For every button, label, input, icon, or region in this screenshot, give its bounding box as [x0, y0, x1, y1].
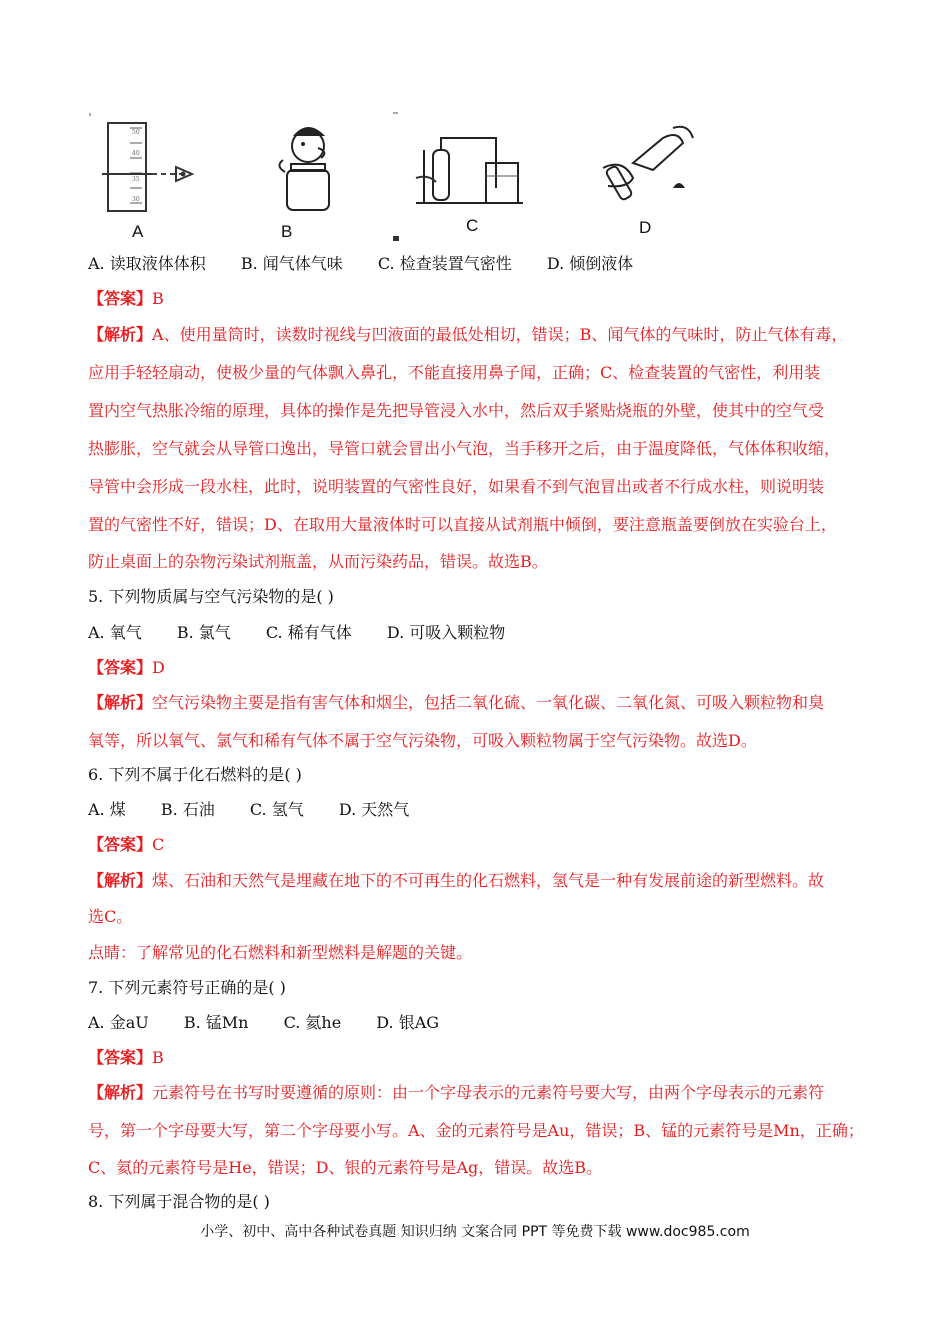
q4-explanation-line: 导管中会形成一段水柱，此时，说明装置的气密性良好，如果看不到气泡冒出或者不行成水柱，则说明装 [88, 477, 825, 496]
q5-answer: 【答案】D [88, 658, 165, 677]
q8-stem: 8. 下列属于混合物的是( ) [88, 1192, 270, 1211]
figure-b [263, 108, 373, 246]
q4-explanation-line: 【解析】A、使用量筒时，读数时视线与凹液面的最低处相切，错误；B、闻气体的气味时，防止气体有毒， [88, 325, 848, 344]
q6-option-d: D. 天然气 [338, 800, 410, 819]
airtightness-check-icon [388, 108, 538, 246]
q4-option-a: A. 读取液体体积 [88, 254, 206, 273]
q7-stem: 7. 下列元素符号正确的是( ) [88, 978, 286, 997]
figure-d [593, 108, 723, 246]
q6-explanation-line: 【解析】煤、石油和天然气是埋藏在地下的不可再生的化石燃料，氢气是一种有发展前途的新型燃料。故 [88, 871, 825, 890]
figure-a-label: A [132, 222, 144, 241]
q7-option-a: A. 金aU [88, 1013, 149, 1032]
q4-answer: 【答案】B [88, 289, 164, 308]
q5-explanation-line: 氧等，所以氧气、氯气和稀有气体不属于空气污染物，可吸入颗粒物属于空气污染物。故选D。 [88, 731, 757, 750]
q4-explanation-line: 防止桌面上的杂物污染试剂瓶盖，从而污染药品，错误。故选B。 [88, 552, 548, 571]
q6-option-c: C. 氢气 [249, 800, 304, 819]
graduated-cylinder-reading-icon [88, 108, 218, 246]
figure-c [388, 108, 538, 246]
figure-a [88, 108, 218, 246]
q5-option-a: A. 氧气 [88, 623, 142, 642]
q5-stem: 5. 下列物质属与空气污染物的是( ) [88, 587, 334, 606]
q5-explanation-line: 【解析】空气污染物主要是指有害气体和烟尘，包括二氧化硫、一氧化碳、二氧化氮、可吸入颗粒物和臭 [88, 693, 825, 712]
q7-option-b: B. 锰Mn [183, 1013, 249, 1032]
q7-options [88, 1013, 880, 1033]
q6-option-b: B. 石油 [160, 800, 215, 819]
figure-d-label: D [639, 218, 652, 237]
smell-gas-icon [263, 108, 373, 246]
q5-option-c: C. 稀有气体 [265, 623, 352, 642]
q7-answer: 【答案】B [88, 1048, 164, 1067]
svg-text:35: 35 [132, 176, 140, 183]
q5-option-b: B. 氯气 [176, 623, 231, 642]
figure-c-label: C [466, 216, 479, 235]
q4-option-d: D. 倾倒液体 [546, 254, 634, 273]
q4-option-c: C. 检查装置气密性 [377, 254, 512, 273]
pour-liquid-icon [593, 108, 723, 246]
q7-option-c: C. 氦he [283, 1013, 342, 1032]
q7-option-d: D. 银AG [376, 1013, 440, 1032]
experiment-figures [88, 108, 728, 246]
q6-note: 点睛：了解常见的化石燃料和新型燃料是解题的关键。 [88, 943, 473, 962]
q6-explanation-line: 选C。 [88, 907, 133, 926]
q7-explanation-line: C、氦的元素符号是He，错误；D、银的元素符号是Ag，错误。故选B。 [88, 1158, 603, 1177]
page-footer: 小学、初中、高中各种试卷真题 知识归纳 文案合同 PPT 等免费下载 www.doc985.com [200, 1224, 750, 1240]
figure-b-label: B [281, 222, 293, 241]
q5-option-d: D. 可吸入颗粒物 [386, 623, 506, 642]
svg-text:30: 30 [132, 196, 140, 203]
svg-text:40: 40 [132, 150, 140, 157]
q6-options [88, 800, 880, 820]
q4-explanation-line: 应用手轻轻扇动，使极少量的气体飘入鼻孔，不能直接用鼻子闻，正确；C、检查装置的气密性，利用装 [88, 363, 821, 382]
q7-explanation-line: 号，第一个字母要大写，第二个字母要小写。A、金的元素符号是Au，错误；B、锰的元素符号是Mn，正确； [88, 1121, 864, 1140]
q4-explanation-line: 置的气密性不好，错误；D、在取用大量液体时可以直接从试剂瓶中倾倒，要注意瓶盖要倒放在实验台上， [88, 515, 837, 534]
q4-explanation-line: 热膨胀，空气就会从导管口逸出，导管口就会冒出小气泡，当手移开之后，由于温度降低，气体体积收缩， [88, 439, 841, 458]
q5-options [88, 623, 880, 643]
q6-answer: 【答案】C [88, 835, 165, 854]
q4-option-b: B. 闻气体气味 [240, 254, 343, 273]
q4-explanation-line: 置内空气热胀冷缩的原理，具体的操作是先把导管浸入水中，然后双手紧贴烧瓶的外壁，使其中的空气受 [88, 401, 825, 420]
q7-explanation-line: 【解析】元素符号在书写时要遵循的原则：由一个字母表示的元素符号要大写，由两个字母表示的元素符 [88, 1083, 825, 1102]
svg-text:50: 50 [132, 129, 140, 136]
q6-stem: 6. 下列不属于化石燃料的是( ) [88, 765, 302, 784]
q6-option-a: A. 煤 [88, 800, 126, 819]
q4-options [88, 254, 880, 274]
